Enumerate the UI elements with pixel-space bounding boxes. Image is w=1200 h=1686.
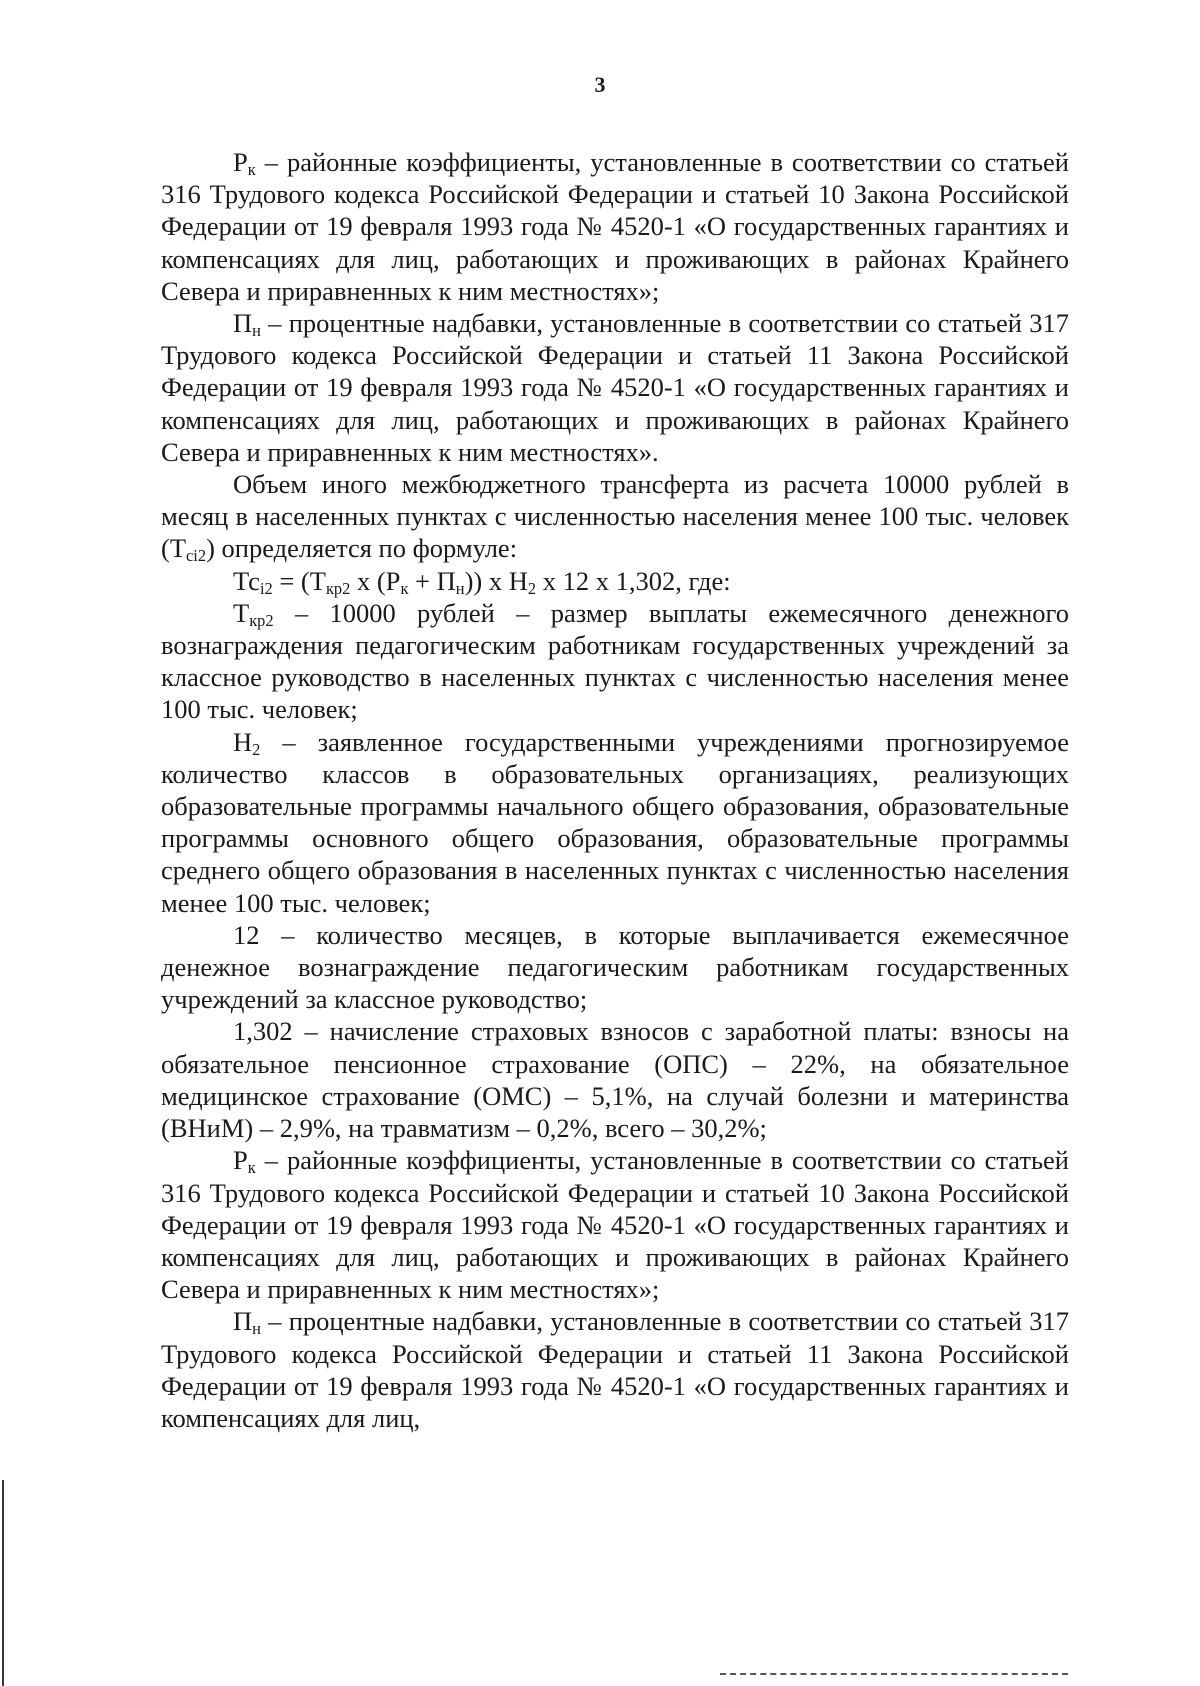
symbol-subscript: к	[247, 160, 256, 180]
formula-subscript: i2	[259, 578, 273, 598]
formula-part: )) x Н	[464, 565, 528, 596]
symbol-subscript: н	[252, 321, 261, 341]
paragraph-text: – заявленное государственными учреждениями прогнозируемое количество классов в образовательных организациях, реализующих образовательные программы начального общего образования, образовательные программы основного общего образования, образовательные программы среднего общего образования в населенных пунктах с численностью населения менее 100 тыс. человек;	[161, 726, 1069, 918]
symbol-n2: Н	[233, 726, 253, 757]
paragraph-n2-definition	[161, 726, 1069, 919]
scan-edge-line	[2, 1480, 4, 1686]
formula-part: = (Т	[272, 565, 326, 596]
formula-subscript: к	[400, 578, 409, 598]
paragraph-text: 12 – количество месяцев, в которые выплачивается ежемесячное денежное вознаграждение педагогическим работникам государственных учреждений за классное руководство;	[161, 919, 1069, 1015]
paragraph-rk-definition-2	[161, 1144, 1069, 1305]
formula-part: Тс	[233, 565, 260, 596]
symbol-subscript: ci2	[186, 546, 207, 566]
symbol-rk: Р	[233, 147, 248, 177]
symbol-subscript: н	[252, 1319, 261, 1339]
formula-subscript: н	[455, 578, 465, 598]
paragraph-months-definition	[161, 919, 1069, 1016]
document-body	[161, 146, 1069, 1434]
paragraph-text: – районные коэффициенты, установленные в соответствии со статьей 316 Трудового кодекса Российской Федерации и статьей 10 Закона Российской Федерации от 19 февраля 1993 года № 4520-1 «О государственных гарантиях и компенсациях для лиц, работающих и проживающих в районах Крайнего Севера и приравненных к ним местностях»;	[161, 147, 1069, 306]
paragraph-text: – 10000 рублей – размер выплаты ежемесячного денежного вознаграждения педагогическим работникам государственных учреждений за классное руководство в населенных пунктах с численностью населения менее 100 тыс. человек;	[161, 597, 1069, 725]
paragraph-pn-definition-2	[161, 1305, 1069, 1434]
symbol-subscript: 2	[252, 739, 261, 759]
paragraph-insurance-definition	[161, 1015, 1069, 1144]
symbol-subscript: к	[247, 1158, 256, 1178]
symbol-subscript: кр2	[249, 610, 274, 630]
symbol-tkr2: Т	[233, 597, 250, 628]
symbol-rk: Р	[233, 1145, 248, 1176]
formula-part: x (Р	[350, 565, 401, 596]
formula-part: + П	[408, 565, 456, 596]
paragraph-pn-definition-1	[161, 307, 1069, 468]
paragraph-text: ) определяется по формуле:	[206, 533, 518, 564]
formula	[161, 565, 1069, 597]
paragraph-rk-definition-1	[161, 146, 1069, 307]
symbol-pn: П	[233, 308, 253, 339]
formula-subscript: кр2	[325, 578, 351, 598]
paragraph-text: 1,302 – начисление страховых взносов с заработной платы: взносы на обязательное пенсионное страхование (ОПС) – 22%, на обязательное медицинское страхование (ОМС) – 5,1%, на случай болезни и материнства (ВНиМ) – 2,9%, на травматизм – 0,2%, всего – 30,2%;	[161, 1016, 1069, 1144]
formula-subscript: 2	[527, 578, 537, 598]
paragraph-text: – процентные надбавки, установленные в соответствии со статьей 317 Трудового кодекса Российской Федерации и статьей 11 Закона Российской Федерации от 19 февраля 1993 года № 4520-1 «О государственных гарантиях и компенсациях для лиц, работающих и проживающих в районах Крайнего Севера и приравненных к ним местностях».	[161, 308, 1069, 467]
paragraph-transfer-volume	[161, 468, 1069, 565]
paragraph-tkr2-definition	[161, 597, 1069, 726]
symbol-pn: П	[233, 1306, 253, 1337]
formula-part: x 12 x 1,302, где:	[536, 565, 731, 596]
paragraph-text: – районные коэффициенты, установленные в соответствии со статьей 316 Трудового кодекса Российской Федерации и статьей 10 Закона Российской Федерации от 19 февраля 1993 года № 4520-1 «О государственных гарантиях и компенсациях для лиц, работающих и проживающих в районах Крайнего Севера и приравненных к ним местностях»;	[161, 1145, 1069, 1305]
scan-bottom-dashes	[720, 1673, 1068, 1675]
page-number: 3	[594, 72, 606, 97]
paragraph-text: – процентные надбавки, установленные в соответствии со статьей 317 Трудового кодекса Российской Федерации и статьей 11 Закона Российской Федерации от 19 февраля 1993 года № 4520-1 «О государственных гарантиях и компенсациях для лиц,	[161, 1306, 1069, 1433]
paragraph-text: Объем иного межбюджетного трансферта из расчета 10000 рублей в месяц в населенных пунктах с численностью населения менее 100 тыс. человек (Т	[161, 469, 1069, 564]
